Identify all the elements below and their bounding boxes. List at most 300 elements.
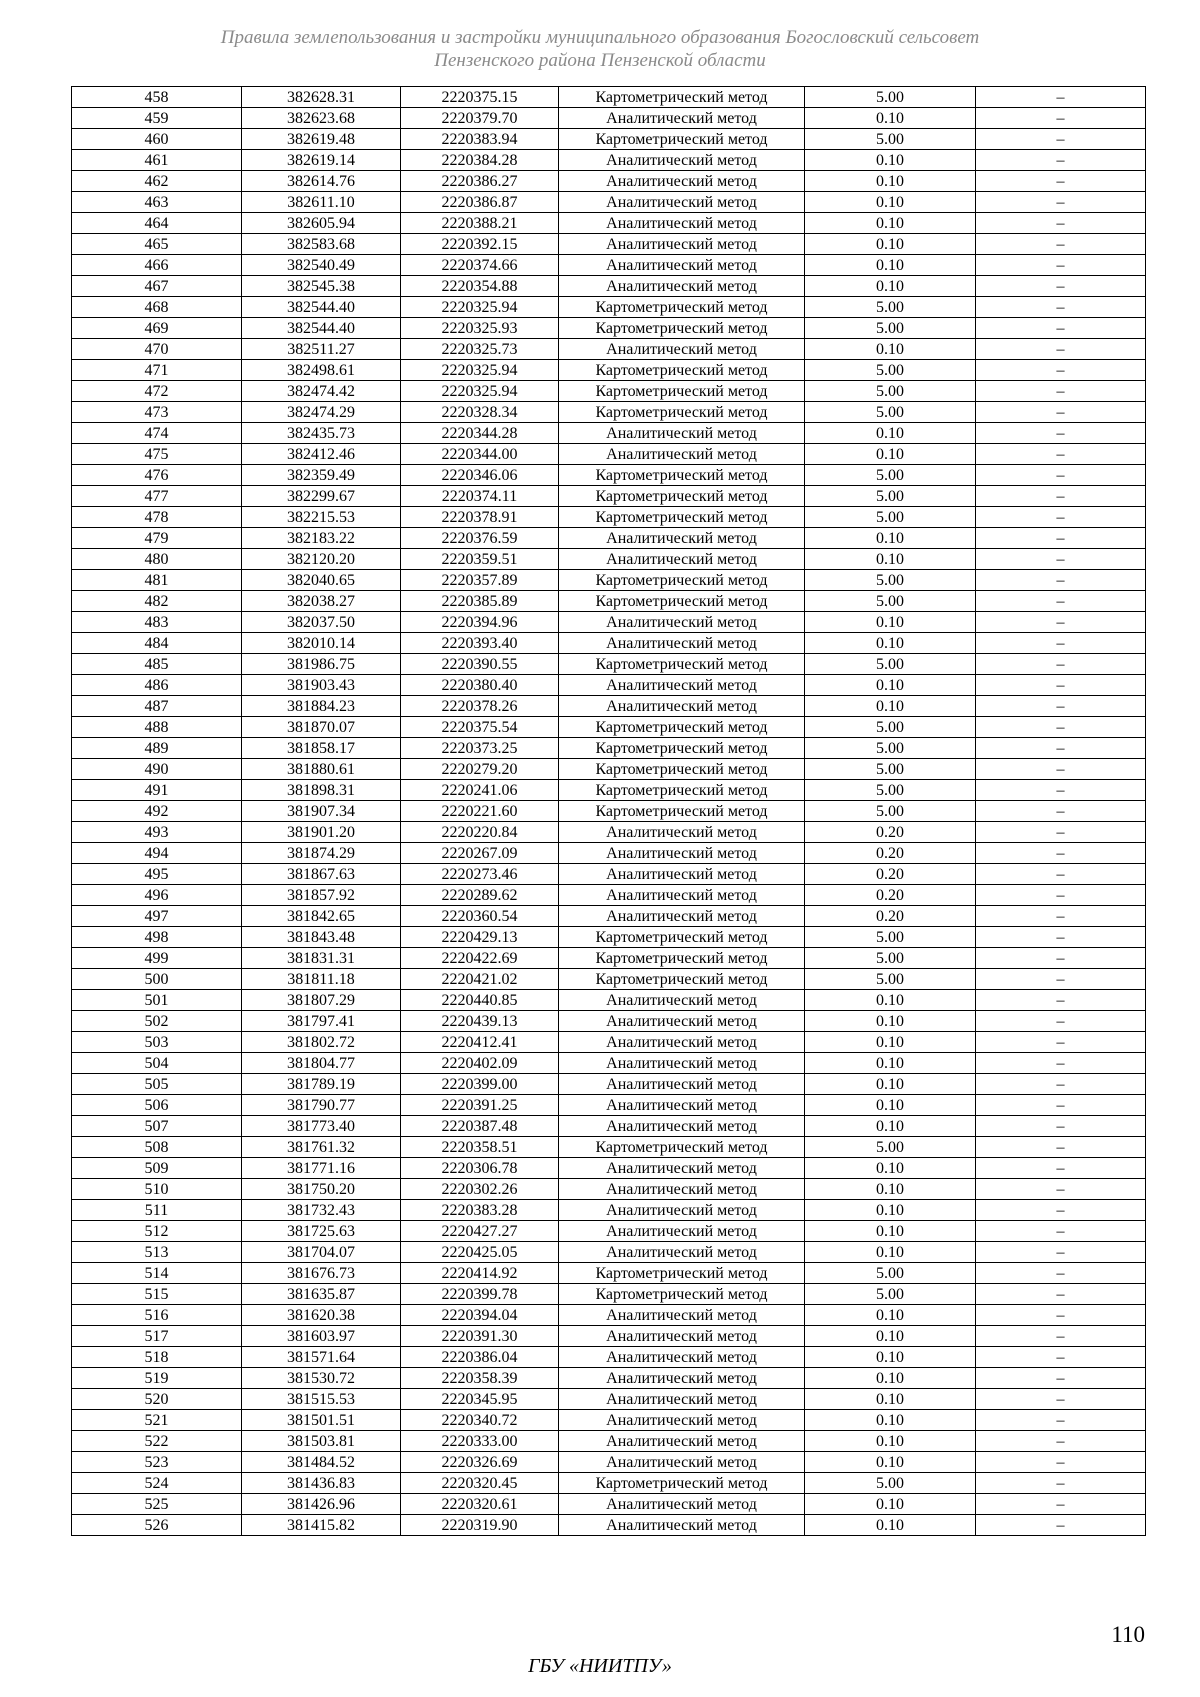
method-cell: Аналитический метод bbox=[559, 1095, 805, 1116]
table-row bbox=[72, 612, 1146, 633]
y-coordinate-cell: 2220380.40 bbox=[401, 675, 559, 696]
table-row bbox=[72, 1053, 1146, 1074]
accuracy-cell: 0.10 bbox=[805, 633, 976, 654]
accuracy-cell: 5.00 bbox=[805, 654, 976, 675]
x-coordinate-cell: 382619.14 bbox=[242, 150, 401, 171]
point-number-cell: 477 bbox=[72, 486, 242, 507]
y-coordinate-cell: 2220412.41 bbox=[401, 1032, 559, 1053]
note-cell: – bbox=[976, 150, 1146, 171]
table-row bbox=[72, 633, 1146, 654]
accuracy-cell: 0.10 bbox=[805, 1242, 976, 1263]
x-coordinate-cell: 381811.18 bbox=[242, 969, 401, 990]
note-cell: – bbox=[976, 1242, 1146, 1263]
y-coordinate-cell: 2220328.34 bbox=[401, 402, 559, 423]
method-cell: Аналитический метод bbox=[559, 1242, 805, 1263]
accuracy-cell: 5.00 bbox=[805, 1473, 976, 1494]
table-row bbox=[72, 234, 1146, 255]
y-coordinate-cell: 2220345.95 bbox=[401, 1389, 559, 1410]
table-row bbox=[72, 759, 1146, 780]
y-coordinate-cell: 2220374.11 bbox=[401, 486, 559, 507]
method-cell: Картометрический метод bbox=[559, 1473, 805, 1494]
table-row bbox=[72, 1074, 1146, 1095]
note-cell: – bbox=[976, 255, 1146, 276]
point-number-cell: 468 bbox=[72, 297, 242, 318]
note-cell: – bbox=[976, 486, 1146, 507]
x-coordinate-cell: 381426.96 bbox=[242, 1494, 401, 1515]
x-coordinate-cell: 381880.61 bbox=[242, 759, 401, 780]
point-number-cell: 465 bbox=[72, 234, 242, 255]
method-cell: Аналитический метод bbox=[559, 885, 805, 906]
table-row bbox=[72, 654, 1146, 675]
y-coordinate-cell: 2220385.89 bbox=[401, 591, 559, 612]
point-number-cell: 494 bbox=[72, 843, 242, 864]
y-coordinate-cell: 2220320.45 bbox=[401, 1473, 559, 1494]
y-coordinate-cell: 2220378.91 bbox=[401, 507, 559, 528]
point-number-cell: 459 bbox=[72, 108, 242, 129]
note-cell: – bbox=[976, 1053, 1146, 1074]
accuracy-cell: 0.10 bbox=[805, 1095, 976, 1116]
y-coordinate-cell: 2220359.51 bbox=[401, 549, 559, 570]
x-coordinate-cell: 382540.49 bbox=[242, 255, 401, 276]
point-number-cell: 491 bbox=[72, 780, 242, 801]
table-row bbox=[72, 1473, 1146, 1494]
table-row bbox=[72, 507, 1146, 528]
table-row bbox=[72, 1242, 1146, 1263]
note-cell: – bbox=[976, 1452, 1146, 1473]
x-coordinate-cell: 381884.23 bbox=[242, 696, 401, 717]
table-row bbox=[72, 1389, 1146, 1410]
method-cell: Аналитический метод bbox=[559, 1326, 805, 1347]
y-coordinate-cell: 2220386.27 bbox=[401, 171, 559, 192]
note-cell: – bbox=[976, 1305, 1146, 1326]
x-coordinate-cell: 381484.52 bbox=[242, 1452, 401, 1473]
table-row bbox=[72, 1116, 1146, 1137]
point-number-cell: 512 bbox=[72, 1221, 242, 1242]
point-number-cell: 493 bbox=[72, 822, 242, 843]
method-cell: Аналитический метод bbox=[559, 1032, 805, 1053]
y-coordinate-cell: 2220383.28 bbox=[401, 1200, 559, 1221]
point-number-cell: 509 bbox=[72, 1158, 242, 1179]
method-cell: Картометрический метод bbox=[559, 927, 805, 948]
accuracy-cell: 5.00 bbox=[805, 318, 976, 339]
x-coordinate-cell: 382611.10 bbox=[242, 192, 401, 213]
note-cell: – bbox=[976, 465, 1146, 486]
method-cell: Картометрический метод bbox=[559, 486, 805, 507]
y-coordinate-cell: 2220340.72 bbox=[401, 1410, 559, 1431]
y-coordinate-cell: 2220421.02 bbox=[401, 969, 559, 990]
note-cell: – bbox=[976, 843, 1146, 864]
point-number-cell: 488 bbox=[72, 717, 242, 738]
table-row bbox=[72, 528, 1146, 549]
x-coordinate-cell: 381842.65 bbox=[242, 906, 401, 927]
method-cell: Аналитический метод bbox=[559, 1053, 805, 1074]
note-cell: – bbox=[976, 1326, 1146, 1347]
table-row bbox=[72, 318, 1146, 339]
accuracy-cell: 0.10 bbox=[805, 171, 976, 192]
table-row bbox=[72, 801, 1146, 822]
point-number-cell: 483 bbox=[72, 612, 242, 633]
point-number-cell: 495 bbox=[72, 864, 242, 885]
table-row bbox=[72, 1305, 1146, 1326]
note-cell: – bbox=[976, 318, 1146, 339]
point-number-cell: 522 bbox=[72, 1431, 242, 1452]
method-cell: Картометрический метод bbox=[559, 969, 805, 990]
table-row bbox=[72, 423, 1146, 444]
table-row bbox=[72, 843, 1146, 864]
note-cell: – bbox=[976, 381, 1146, 402]
x-coordinate-cell: 381858.17 bbox=[242, 738, 401, 759]
accuracy-cell: 5.00 bbox=[805, 927, 976, 948]
method-cell: Аналитический метод bbox=[559, 1200, 805, 1221]
note-cell: – bbox=[976, 759, 1146, 780]
point-number-cell: 519 bbox=[72, 1368, 242, 1389]
y-coordinate-cell: 2220320.61 bbox=[401, 1494, 559, 1515]
y-coordinate-cell: 2220325.94 bbox=[401, 381, 559, 402]
note-cell: – bbox=[976, 423, 1146, 444]
method-cell: Картометрический метод bbox=[559, 948, 805, 969]
method-cell: Аналитический метод bbox=[559, 255, 805, 276]
point-number-cell: 484 bbox=[72, 633, 242, 654]
accuracy-cell: 5.00 bbox=[805, 969, 976, 990]
accuracy-cell: 0.10 bbox=[805, 549, 976, 570]
point-number-cell: 521 bbox=[72, 1410, 242, 1431]
x-coordinate-cell: 381857.92 bbox=[242, 885, 401, 906]
y-coordinate-cell: 2220399.00 bbox=[401, 1074, 559, 1095]
point-number-cell: 496 bbox=[72, 885, 242, 906]
point-number-cell: 492 bbox=[72, 801, 242, 822]
point-number-cell: 467 bbox=[72, 276, 242, 297]
note-cell: – bbox=[976, 1473, 1146, 1494]
method-cell: Аналитический метод bbox=[559, 1179, 805, 1200]
note-cell: – bbox=[976, 1200, 1146, 1221]
point-number-cell: 482 bbox=[72, 591, 242, 612]
accuracy-cell: 0.10 bbox=[805, 423, 976, 444]
method-cell: Картометрический метод bbox=[559, 297, 805, 318]
method-cell: Аналитический метод bbox=[559, 192, 805, 213]
y-coordinate-cell: 2220376.59 bbox=[401, 528, 559, 549]
note-cell: – bbox=[976, 1074, 1146, 1095]
method-cell: Аналитический метод bbox=[559, 696, 805, 717]
table-row bbox=[72, 255, 1146, 276]
y-coordinate-cell: 2220422.69 bbox=[401, 948, 559, 969]
x-coordinate-cell: 381515.53 bbox=[242, 1389, 401, 1410]
y-coordinate-cell: 2220354.88 bbox=[401, 276, 559, 297]
x-coordinate-cell: 382120.20 bbox=[242, 549, 401, 570]
y-coordinate-cell: 2220378.26 bbox=[401, 696, 559, 717]
x-coordinate-cell: 381797.41 bbox=[242, 1011, 401, 1032]
method-cell: Аналитический метод bbox=[559, 1368, 805, 1389]
note-cell: – bbox=[976, 738, 1146, 759]
accuracy-cell: 0.10 bbox=[805, 444, 976, 465]
accuracy-cell: 0.10 bbox=[805, 1179, 976, 1200]
method-cell: Аналитический метод bbox=[559, 339, 805, 360]
table-row bbox=[72, 1326, 1146, 1347]
point-number-cell: 475 bbox=[72, 444, 242, 465]
note-cell: – bbox=[976, 1011, 1146, 1032]
x-coordinate-cell: 381620.38 bbox=[242, 1305, 401, 1326]
method-cell: Аналитический метод bbox=[559, 444, 805, 465]
method-cell: Аналитический метод bbox=[559, 1389, 805, 1410]
y-coordinate-cell: 2220319.90 bbox=[401, 1515, 559, 1536]
table-row bbox=[72, 1452, 1146, 1473]
note-cell: – bbox=[976, 549, 1146, 570]
method-cell: Аналитический метод bbox=[559, 150, 805, 171]
method-cell: Картометрический метод bbox=[559, 402, 805, 423]
y-coordinate-cell: 2220333.00 bbox=[401, 1431, 559, 1452]
accuracy-cell: 0.10 bbox=[805, 1011, 976, 1032]
x-coordinate-cell: 382183.22 bbox=[242, 528, 401, 549]
table-row bbox=[72, 465, 1146, 486]
method-cell: Картометрический метод bbox=[559, 465, 805, 486]
x-coordinate-cell: 381530.72 bbox=[242, 1368, 401, 1389]
point-number-cell: 489 bbox=[72, 738, 242, 759]
table-row bbox=[72, 402, 1146, 423]
y-coordinate-cell: 2220360.54 bbox=[401, 906, 559, 927]
note-cell: – bbox=[976, 675, 1146, 696]
accuracy-cell: 0.10 bbox=[805, 1158, 976, 1179]
point-number-cell: 476 bbox=[72, 465, 242, 486]
accuracy-cell: 0.10 bbox=[805, 696, 976, 717]
point-number-cell: 498 bbox=[72, 927, 242, 948]
x-coordinate-cell: 381807.29 bbox=[242, 990, 401, 1011]
note-cell: – bbox=[976, 1158, 1146, 1179]
y-coordinate-cell: 2220391.25 bbox=[401, 1095, 559, 1116]
method-cell: Аналитический метод bbox=[559, 843, 805, 864]
x-coordinate-cell: 381870.07 bbox=[242, 717, 401, 738]
point-number-cell: 478 bbox=[72, 507, 242, 528]
point-number-cell: 474 bbox=[72, 423, 242, 444]
y-coordinate-cell: 2220425.05 bbox=[401, 1242, 559, 1263]
x-coordinate-cell: 382474.29 bbox=[242, 402, 401, 423]
point-number-cell: 513 bbox=[72, 1242, 242, 1263]
table-row bbox=[72, 1515, 1146, 1536]
point-number-cell: 503 bbox=[72, 1032, 242, 1053]
table-row bbox=[72, 1095, 1146, 1116]
method-cell: Аналитический метод bbox=[559, 276, 805, 297]
method-cell: Аналитический метод bbox=[559, 633, 805, 654]
table-row bbox=[72, 1494, 1146, 1515]
method-cell: Аналитический метод bbox=[559, 906, 805, 927]
y-coordinate-cell: 2220394.96 bbox=[401, 612, 559, 633]
note-cell: – bbox=[976, 696, 1146, 717]
method-cell: Аналитический метод bbox=[559, 1347, 805, 1368]
point-number-cell: 511 bbox=[72, 1200, 242, 1221]
point-number-cell: 471 bbox=[72, 360, 242, 381]
method-cell: Аналитический метод bbox=[559, 528, 805, 549]
y-coordinate-cell: 2220344.28 bbox=[401, 423, 559, 444]
point-number-cell: 516 bbox=[72, 1305, 242, 1326]
point-number-cell: 470 bbox=[72, 339, 242, 360]
accuracy-cell: 5.00 bbox=[805, 1137, 976, 1158]
method-cell: Картометрический метод bbox=[559, 759, 805, 780]
x-coordinate-cell: 382605.94 bbox=[242, 213, 401, 234]
x-coordinate-cell: 381790.77 bbox=[242, 1095, 401, 1116]
table-row bbox=[72, 360, 1146, 381]
note-cell: – bbox=[976, 717, 1146, 738]
method-cell: Картометрический метод bbox=[559, 780, 805, 801]
table-row bbox=[72, 675, 1146, 696]
table-row bbox=[72, 1347, 1146, 1368]
accuracy-cell: 0.10 bbox=[805, 675, 976, 696]
accuracy-cell: 0.10 bbox=[805, 1389, 976, 1410]
note-cell: – bbox=[976, 885, 1146, 906]
note-cell: – bbox=[976, 444, 1146, 465]
y-coordinate-cell: 2220306.78 bbox=[401, 1158, 559, 1179]
method-cell: Аналитический метод bbox=[559, 1410, 805, 1431]
point-number-cell: 485 bbox=[72, 654, 242, 675]
point-number-cell: 497 bbox=[72, 906, 242, 927]
method-cell: Аналитический метод bbox=[559, 423, 805, 444]
accuracy-cell: 0.10 bbox=[805, 1221, 976, 1242]
point-number-cell: 472 bbox=[72, 381, 242, 402]
x-coordinate-cell: 381986.75 bbox=[242, 654, 401, 675]
method-cell: Аналитический метод bbox=[559, 108, 805, 129]
note-cell: – bbox=[976, 192, 1146, 213]
note-cell: – bbox=[976, 1137, 1146, 1158]
x-coordinate-cell: 382040.65 bbox=[242, 570, 401, 591]
point-number-cell: 469 bbox=[72, 318, 242, 339]
method-cell: Аналитический метод bbox=[559, 675, 805, 696]
note-cell: – bbox=[976, 906, 1146, 927]
note-cell: – bbox=[976, 1389, 1146, 1410]
table-row bbox=[72, 1410, 1146, 1431]
method-cell: Картометрический метод bbox=[559, 1263, 805, 1284]
note-cell: – bbox=[976, 360, 1146, 381]
table-row bbox=[72, 486, 1146, 507]
x-coordinate-cell: 382511.27 bbox=[242, 339, 401, 360]
x-coordinate-cell: 381676.73 bbox=[242, 1263, 401, 1284]
table-row bbox=[72, 549, 1146, 570]
header-line-1: Правила землепользования и застройки муниципального образования Богословский сельсовет bbox=[220, 27, 980, 48]
table-row bbox=[72, 927, 1146, 948]
note-cell: – bbox=[976, 591, 1146, 612]
y-coordinate-cell: 2220427.27 bbox=[401, 1221, 559, 1242]
accuracy-cell: 5.00 bbox=[805, 801, 976, 822]
note-cell: – bbox=[976, 1410, 1146, 1431]
accuracy-cell: 0.10 bbox=[805, 1326, 976, 1347]
accuracy-cell: 5.00 bbox=[805, 87, 976, 108]
y-coordinate-cell: 2220325.93 bbox=[401, 318, 559, 339]
point-number-cell: 460 bbox=[72, 129, 242, 150]
y-coordinate-cell: 2220440.85 bbox=[401, 990, 559, 1011]
note-cell: – bbox=[976, 1347, 1146, 1368]
note-cell: – bbox=[976, 234, 1146, 255]
note-cell: – bbox=[976, 1032, 1146, 1053]
y-coordinate-cell: 2220374.66 bbox=[401, 255, 559, 276]
note-cell: – bbox=[976, 1284, 1146, 1305]
note-cell: – bbox=[976, 1431, 1146, 1452]
accuracy-cell: 0.10 bbox=[805, 612, 976, 633]
accuracy-cell: 5.00 bbox=[805, 591, 976, 612]
point-number-cell: 466 bbox=[72, 255, 242, 276]
table-row bbox=[72, 696, 1146, 717]
note-cell: – bbox=[976, 1515, 1146, 1536]
method-cell: Картометрический метод bbox=[559, 717, 805, 738]
y-coordinate-cell: 2220392.15 bbox=[401, 234, 559, 255]
method-cell: Аналитический метод bbox=[559, 1158, 805, 1179]
x-coordinate-cell: 382359.49 bbox=[242, 465, 401, 486]
accuracy-cell: 0.10 bbox=[805, 1305, 976, 1326]
accuracy-cell: 0.20 bbox=[805, 906, 976, 927]
page-number: 110 bbox=[1111, 1622, 1145, 1647]
point-number-cell: 515 bbox=[72, 1284, 242, 1305]
x-coordinate-cell: 382544.40 bbox=[242, 318, 401, 339]
table-row bbox=[72, 192, 1146, 213]
method-cell: Аналитический метод bbox=[559, 1305, 805, 1326]
y-coordinate-cell: 2220429.13 bbox=[401, 927, 559, 948]
y-coordinate-cell: 2220394.04 bbox=[401, 1305, 559, 1326]
x-coordinate-cell: 382623.68 bbox=[242, 108, 401, 129]
note-cell: – bbox=[976, 1095, 1146, 1116]
note-cell: – bbox=[976, 507, 1146, 528]
header-line-2: Пензенского района Пензенской области bbox=[434, 50, 766, 71]
accuracy-cell: 0.20 bbox=[805, 885, 976, 906]
method-cell: Картометрический метод bbox=[559, 87, 805, 108]
point-number-cell: 523 bbox=[72, 1452, 242, 1473]
x-coordinate-cell: 381501.51 bbox=[242, 1410, 401, 1431]
note-cell: – bbox=[976, 402, 1146, 423]
y-coordinate-cell: 2220375.15 bbox=[401, 87, 559, 108]
table-row bbox=[72, 213, 1146, 234]
x-coordinate-cell: 382010.14 bbox=[242, 633, 401, 654]
method-cell: Картометрический метод bbox=[559, 591, 805, 612]
x-coordinate-cell: 382545.38 bbox=[242, 276, 401, 297]
y-coordinate-cell: 2220386.87 bbox=[401, 192, 559, 213]
y-coordinate-cell: 2220221.60 bbox=[401, 801, 559, 822]
x-coordinate-cell: 382474.42 bbox=[242, 381, 401, 402]
point-number-cell: 526 bbox=[72, 1515, 242, 1536]
accuracy-cell: 5.00 bbox=[805, 297, 976, 318]
note-cell: – bbox=[976, 171, 1146, 192]
point-number-cell: 458 bbox=[72, 87, 242, 108]
note-cell: – bbox=[976, 297, 1146, 318]
method-cell: Картометрический метод bbox=[559, 360, 805, 381]
accuracy-cell: 5.00 bbox=[805, 738, 976, 759]
y-coordinate-cell: 2220289.62 bbox=[401, 885, 559, 906]
x-coordinate-cell: 381503.81 bbox=[242, 1431, 401, 1452]
x-coordinate-cell: 382614.76 bbox=[242, 171, 401, 192]
y-coordinate-cell: 2220325.94 bbox=[401, 360, 559, 381]
table-row bbox=[72, 381, 1146, 402]
note-cell: – bbox=[976, 969, 1146, 990]
accuracy-cell: 5.00 bbox=[805, 780, 976, 801]
table-row bbox=[72, 738, 1146, 759]
x-coordinate-cell: 381603.97 bbox=[242, 1326, 401, 1347]
accuracy-cell: 0.10 bbox=[805, 150, 976, 171]
x-coordinate-cell: 381804.77 bbox=[242, 1053, 401, 1074]
note-cell: – bbox=[976, 1221, 1146, 1242]
point-number-cell: 508 bbox=[72, 1137, 242, 1158]
table-row bbox=[72, 990, 1146, 1011]
point-number-cell: 463 bbox=[72, 192, 242, 213]
table-row bbox=[72, 108, 1146, 129]
x-coordinate-cell: 381436.83 bbox=[242, 1473, 401, 1494]
x-coordinate-cell: 381898.31 bbox=[242, 780, 401, 801]
table-row bbox=[72, 444, 1146, 465]
x-coordinate-cell: 381771.16 bbox=[242, 1158, 401, 1179]
table-row bbox=[72, 171, 1146, 192]
method-cell: Картометрический метод bbox=[559, 318, 805, 339]
accuracy-cell: 0.10 bbox=[805, 192, 976, 213]
method-cell: Аналитический метод bbox=[559, 1074, 805, 1095]
note-cell: – bbox=[976, 1263, 1146, 1284]
y-coordinate-cell: 2220379.70 bbox=[401, 108, 559, 129]
note-cell: – bbox=[976, 570, 1146, 591]
table-row bbox=[72, 1221, 1146, 1242]
point-number-cell: 500 bbox=[72, 969, 242, 990]
table-row bbox=[72, 864, 1146, 885]
table-row bbox=[72, 885, 1146, 906]
